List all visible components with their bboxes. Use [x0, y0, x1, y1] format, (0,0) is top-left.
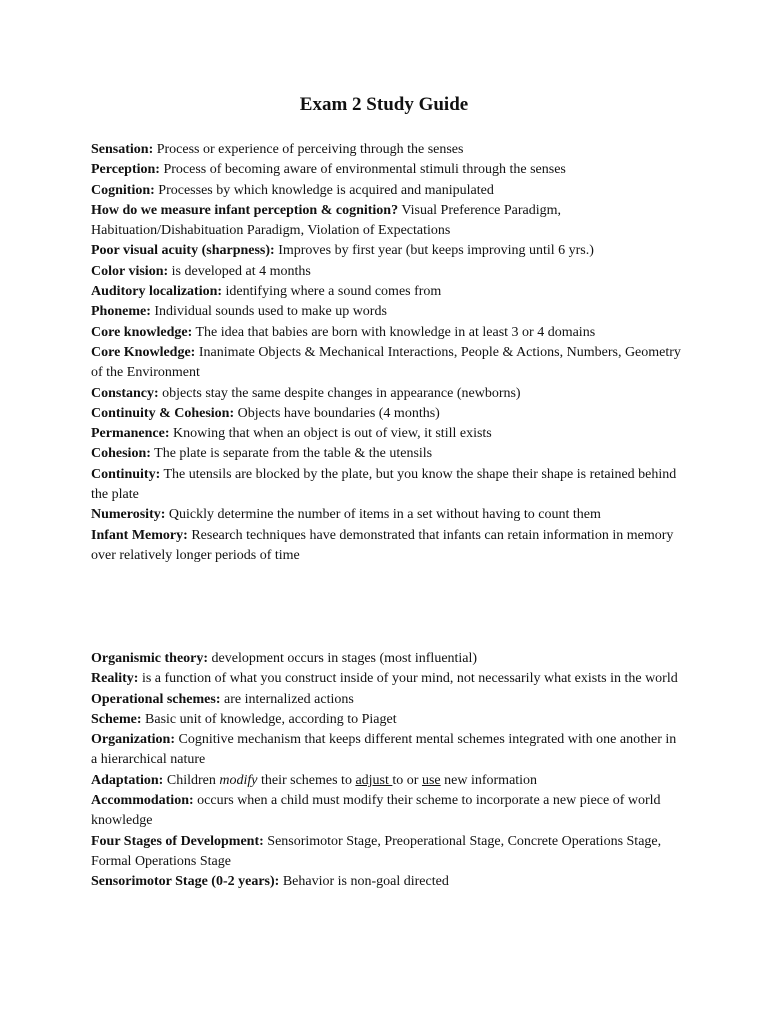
entry-organization: [91, 730, 681, 771]
entry-cognition: [91, 181, 681, 201]
term: Numerosity:: [91, 507, 166, 523]
definition: Sensorimotor Stage, Preoperational Stage, Concrete Operations Stage, Formal Operations Stage: [91, 833, 662, 869]
term: Auditory localization:: [91, 284, 223, 300]
definition: Improves by first year (but keeps improving until 6 yrs.): [274, 243, 594, 259]
term: Organismic theory:: [91, 651, 209, 666]
entry-continuity: [91, 465, 681, 506]
term: Continuity:: [91, 466, 161, 482]
term: How do we measure infant perception & cognition?: [91, 202, 399, 218]
entry-perception: [91, 160, 681, 180]
term: Organization:: [91, 732, 175, 748]
term: Perception:: [91, 162, 160, 178]
term: Color vision:: [91, 263, 169, 279]
term: Continuity & Cohesion:: [91, 405, 235, 421]
term: Adaptation:: [91, 772, 164, 788]
term: Sensation:: [91, 142, 154, 157]
definition: The plate is separate from the table & the utensils: [150, 446, 433, 462]
entry-auditory-localization: [91, 282, 681, 302]
term: Phoneme:: [91, 304, 151, 320]
entry-reality: [91, 669, 681, 689]
term: Scheme:: [91, 711, 142, 727]
definition: Process or experience of perceiving through the senses: [153, 142, 464, 157]
term: Operational schemes:: [91, 691, 221, 707]
entry-measure-infant-perception: [91, 201, 681, 242]
definition: objects stay the same despite changes in appearance (newborns): [158, 385, 521, 401]
entry-core-knowledge-domains: [91, 343, 681, 384]
definition: Processes by which knowledge is acquired and manipulated: [154, 182, 494, 198]
emphasis-modify: modify: [219, 772, 258, 788]
entry-four-stages: [91, 832, 681, 873]
definition: occurs when a child must modify their scheme to incorporate a new piece of world knowledge: [91, 793, 661, 829]
entry-infant-memory: [91, 526, 681, 567]
definition: are internalized actions: [220, 691, 354, 707]
definitions-section-perception: [91, 140, 681, 566]
underline-adjust: adjust: [355, 772, 393, 788]
term: Accommodation:: [91, 793, 194, 809]
term: Core knowledge:: [91, 324, 193, 340]
entry-accommodation: [91, 791, 681, 832]
entry-scheme: [91, 710, 681, 730]
entry-permanence: [91, 424, 681, 444]
definition: Process of becoming aware of environmental stimuli through the senses: [159, 162, 566, 178]
term: Infant Memory:: [91, 527, 188, 543]
term: Reality:: [91, 671, 139, 687]
term: Core Knowledge:: [91, 344, 196, 360]
definition: Behavior is non-goal directed: [279, 874, 449, 890]
definition: Research techniques have demonstrated that infants can retain information in memory over relatively longer periods of time: [91, 527, 674, 563]
entry-visual-acuity: [91, 241, 681, 261]
underline-use: use: [421, 772, 441, 788]
entry-operational-schemes: [91, 690, 681, 710]
definition: The idea that babies are born with knowledge in at least 3 or 4 domains: [192, 324, 596, 340]
entry-sensation: [91, 140, 681, 160]
term: Cohesion:: [91, 446, 151, 462]
entry-organismic-theory: [91, 649, 681, 669]
definition: identifying where a sound comes from: [222, 284, 442, 300]
entry-color-vision: [91, 262, 681, 282]
definitions-section-piaget: [91, 649, 681, 893]
definition: Knowing that when an object is out of view, it still exists: [169, 426, 492, 442]
term: Sensorimotor Stage (0-2 years):: [91, 874, 280, 890]
entry-continuity-cohesion: [91, 404, 681, 424]
definition: Inanimate Objects & Mechanical Interactions, People & Actions, Numbers, Geometry of the Environment: [91, 344, 681, 381]
entry-numerosity: [91, 505, 681, 525]
definition: Visual Preference Paradigm, Habituation/Dishabituation Paradigm, Violation of Expectations: [91, 202, 562, 239]
entry-adaptation: [91, 771, 681, 791]
definition: development occurs in stages (most influential): [208, 651, 478, 666]
definition: Quickly determine the number of items in a set without having to count them: [165, 507, 601, 523]
definition-part: to or: [392, 772, 422, 788]
definition: Objects have boundaries (4 months): [234, 405, 440, 421]
term: Constancy:: [91, 385, 159, 401]
term: Four Stages of Development:: [91, 833, 264, 849]
definition: is developed at 4 months: [168, 263, 311, 279]
definition: Cognitive mechanism that keeps different mental schemes integrated with one another in a hierarchical nature: [91, 732, 677, 768]
entry-sensorimotor-stage: [91, 872, 681, 892]
term: Cognition:: [91, 182, 155, 198]
definition-part: Children: [163, 772, 220, 788]
definition-part: new information: [440, 772, 538, 788]
entry-core-knowledge: [91, 323, 681, 343]
entry-phoneme: [91, 302, 681, 322]
document-title: Exam 2 Study Guide: [299, 94, 469, 115]
definition: The utensils are blocked by the plate, but you know the shape their shape is retained behind the plate: [91, 466, 677, 503]
term: Permanence:: [91, 426, 170, 442]
entry-cohesion: [91, 444, 681, 464]
definition: Individual sounds used to make up words: [150, 304, 387, 320]
entry-constancy: [91, 384, 681, 404]
definition: Basic unit of knowledge, according to Piaget: [141, 711, 397, 727]
term: Poor visual acuity (sharpness):: [91, 243, 275, 259]
definition-part: their schemes to: [257, 772, 356, 788]
definition: is a function of what you construct inside of your mind, not necessarily what exists in the world: [138, 671, 678, 687]
